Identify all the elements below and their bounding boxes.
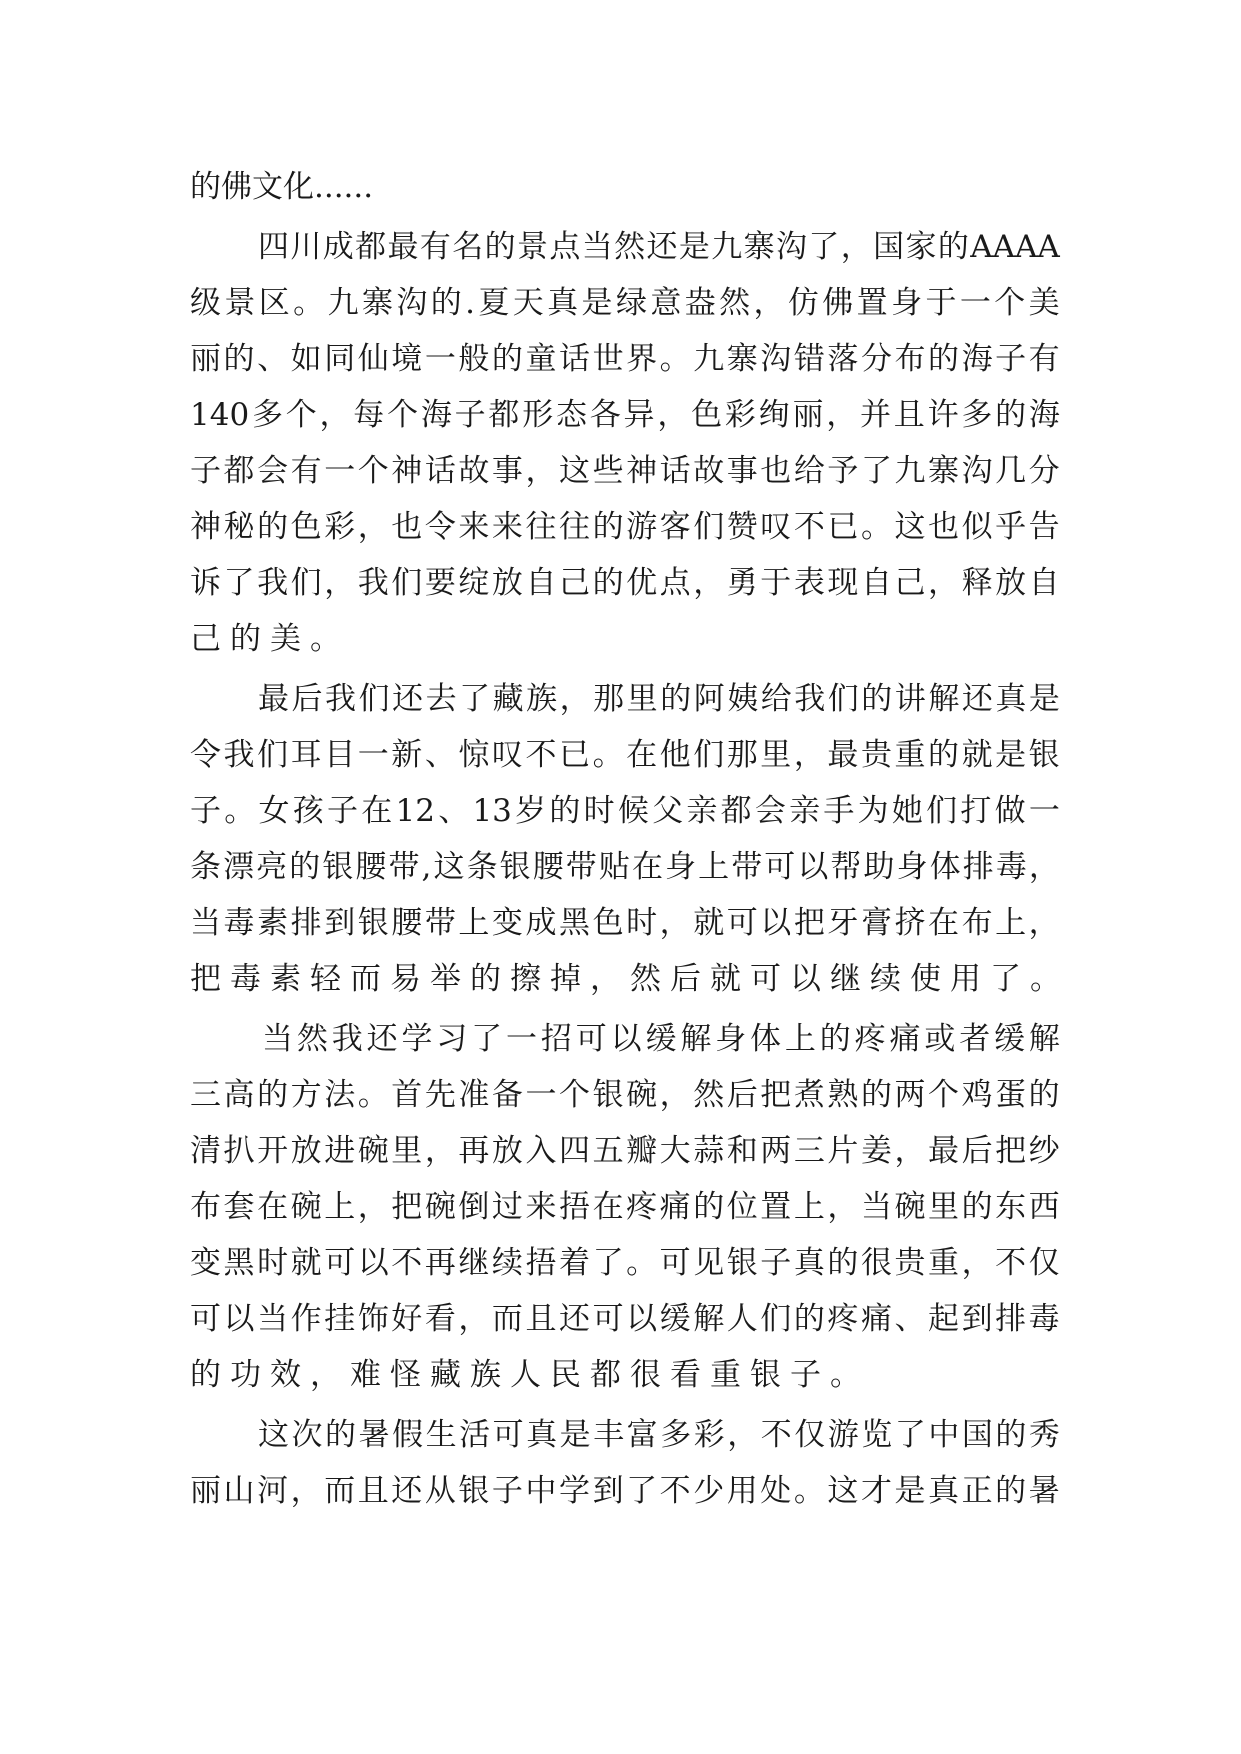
text-line: 丽 的 、 如 同 仙 境 一 般 的 童 话 世 界 。 九 寨 沟 错 落 分 布 的 海 子 有 [190, 341, 1060, 377]
text-line: 子 都 会 有 一 个 神 话 故 事 ， 这 些 神 话 故 事 也 给 予 了 九 寨 沟 几 分 [190, 453, 1060, 489]
text-line: 当 然 我 还 学 习 了 一 招 可 以 缓 解 身 体 上 的 疼 痛 或 者 缓 解 [262, 1021, 1060, 1057]
text-line: 神 秘 的 色 彩 ， 也 令 来 来 往 往 的 游 客 们 赞 叹 不 已 。 这 也 似 乎 告 [190, 509, 1060, 545]
text-line: 丽 山 河 ， 而 且 还 从 银 子 中 学 到 了 不 少 用 处 。 这 才 是 真 正 的 暑 [190, 1473, 1060, 1509]
text-line: 变 黑 时 就 可 以 不 再 继 续 捂 着 了 。 可 见 银 子 真 的 很 贵 重 ， 不 仅 [190, 1245, 1060, 1281]
text-line: 三 高 的 方 法 。 首 先 准 备 一 个 银 碗 ， 然 后 把 煮 熟 的 两 个 鸡 蛋 的 [190, 1077, 1060, 1113]
text-line: 四 川 成 都 最 有 名 的 景 点 当 然 还 是 九 寨 沟 了 ， 国 家 的 AAAA [258, 229, 1060, 265]
text-line: 的功效，难怪藏族人民都很看重银子。 [190, 1357, 870, 1393]
text-line: 己的美。 [190, 621, 350, 657]
text-line: 当 毒 素 排 到 银 腰 带 上 变 成 黑 色 时 ， 就 可 以 把 牙 膏 挤 在 布 上 ， [190, 905, 1060, 941]
text-line: 子 。 女 孩 子 在 12 、 13 岁 的 时 候 父 亲 都 会 亲 手 为 她 们 打 做 一 [190, 793, 1060, 829]
text-line: 清 扒 开 放 进 碗 里 ， 再 放 入 四 五 瓣 大 蒜 和 两 三 片 姜 ， 最 后 把 纱 [190, 1133, 1060, 1169]
text-line: 最 后 我 们 还 去 了 藏 族 ， 那 里 的 阿 姨 给 我 们 的 讲 解 还 真 是 [258, 681, 1060, 717]
text-line: 条 漂 亮 的 银 腰 带 , 这 条 银 腰 带 贴 在 身 上 带 可 以 帮 助 身 体 排 毒 ， [190, 849, 1060, 885]
text-line: 令 我 们 耳 目 一 新 、 惊 叹 不 已 。 在 他 们 那 里 ， 最 贵 重 的 就 是 银 [190, 737, 1060, 773]
text-line: 的佛文化...... [190, 169, 374, 205]
text-line: 布 套 在 碗 上 ， 把 碗 倒 过 来 捂 在 疼 痛 的 位 置 上 ， 当 碗 里 的 东 西 [190, 1189, 1060, 1225]
text-line: 把毒素轻而易举的擦掉，然后就可以继续使用了。 [190, 961, 1070, 997]
text-line: 140 多 个 ， 每 个 海 子 都 形 态 各 异 ， 色 彩 绚 丽 ， 并 且 许 多 的 海 [190, 397, 1060, 433]
text-line: 诉 了 我 们 ， 我 们 要 绽 放 自 己 的 优 点 ， 勇 于 表 现 自 己 ， 释 放 自 [190, 565, 1060, 601]
text-line: 可 以 当 作 挂 饰 好 看 ， 而 且 还 可 以 缓 解 人 们 的 疼 痛 、 起 到 排 毒 [190, 1301, 1060, 1337]
text-line: 这 次 的 暑 假 生 活 可 真 是 丰 富 多 彩 ， 不 仅 游 览 了 中 国 的 秀 [258, 1417, 1060, 1453]
text-line: 级 景 区 。 九 寨 沟 的 . 夏 天 真 是 绿 意 盎 然 ， 仿 佛 置 身 于 一 个 美 [190, 285, 1060, 321]
